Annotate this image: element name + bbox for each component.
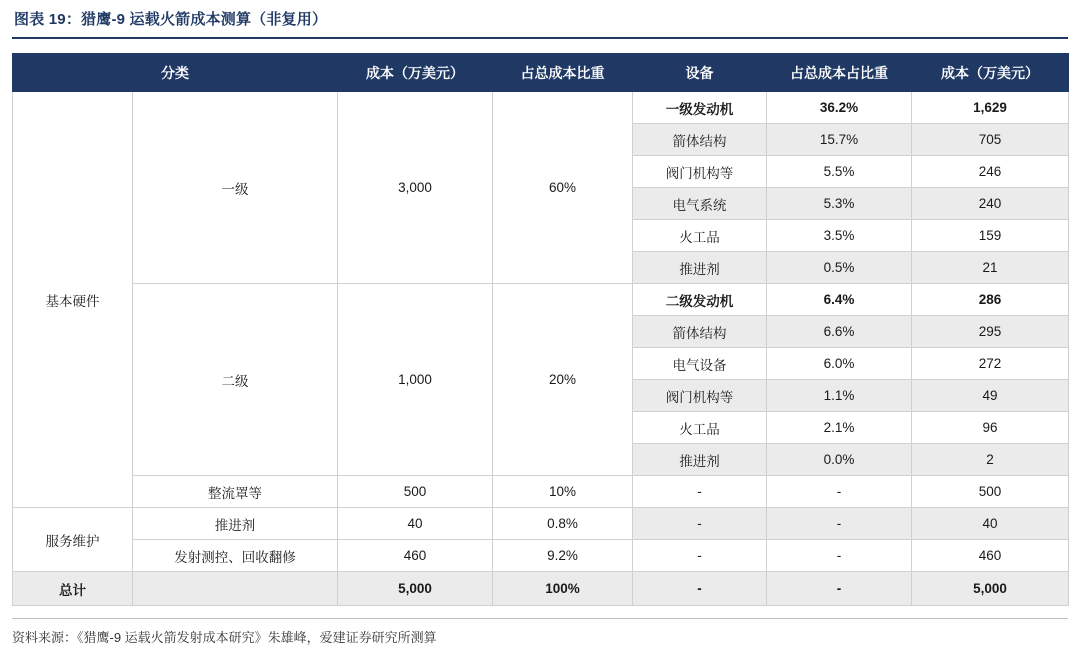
header-cell-category: 分类 [13, 54, 338, 92]
cell-equipment-share: 6.0% [767, 348, 912, 380]
cell-stage-cost: 1,000 [338, 284, 493, 476]
cell-equipment-name: 阀门机构等 [633, 380, 767, 412]
cell-equipment-name: 二级发动机 [633, 284, 767, 316]
cell-total-blank [133, 572, 338, 606]
cell-total-cost: 5,000 [338, 572, 493, 606]
cell-stage-cost: 500 [338, 476, 493, 508]
cell-equipment-cost: 500 [912, 476, 1069, 508]
cell-equipment-share: 2.1% [767, 412, 912, 444]
cell-equipment-name: 电气设备 [633, 348, 767, 380]
cell-equipment-cost: 240 [912, 188, 1069, 220]
cell-equipment-cost: 705 [912, 124, 1069, 156]
header-cell-equipment-share: 占总成本占比重 [767, 54, 912, 92]
cell-equipment-name: 火工品 [633, 220, 767, 252]
figure-title-bar [12, 0, 1068, 39]
cell-equipment-name: 箭体结构 [633, 316, 767, 348]
cell-equipment-share: 1.1% [767, 380, 912, 412]
cell-equipment-name: 火工品 [633, 412, 767, 444]
cell-equipment-name: - [633, 476, 767, 508]
header-cell-equipment: 设备 [633, 54, 767, 92]
cell-stage-share: 60% [493, 92, 633, 284]
table-header-row [13, 54, 1069, 92]
cell-equipment-name: 推进剂 [633, 444, 767, 476]
cell-stage-share: 20% [493, 284, 633, 476]
cell-equipment-name: 一级发动机 [633, 92, 767, 124]
cell-total-equipment-share: - [767, 572, 912, 606]
cost-breakdown-table [12, 53, 1069, 606]
cell-equipment-name: - [633, 540, 767, 572]
cell-total-equipment-cost: 5,000 [912, 572, 1069, 606]
cell-equipment-cost: 295 [912, 316, 1069, 348]
cell-equipment-cost: 2 [912, 444, 1069, 476]
cell-equipment-share: - [767, 476, 912, 508]
cell-stage: 推进剂 [133, 508, 338, 540]
cell-category: 基本硬件 [13, 92, 133, 508]
cell-equipment-share: 5.5% [767, 156, 912, 188]
cell-stage-share: 0.8% [493, 508, 633, 540]
cell-stage-share: 10% [493, 476, 633, 508]
cell-equipment-cost: 49 [912, 380, 1069, 412]
table-row [13, 92, 1069, 124]
header-cell-cost: 成本（万美元） [338, 54, 493, 92]
table-row [13, 284, 1069, 316]
cell-equipment-share: - [767, 540, 912, 572]
cell-total-equipment: - [633, 572, 767, 606]
cell-stage: 二级 [133, 284, 338, 476]
cell-stage: 整流罩等 [133, 476, 338, 508]
table-body [13, 92, 1069, 606]
cell-equipment-cost: 272 [912, 348, 1069, 380]
cell-equipment-share: 36.2% [767, 92, 912, 124]
cell-equipment-share: 0.5% [767, 252, 912, 284]
cell-equipment-name: 推进剂 [633, 252, 767, 284]
cell-equipment-cost: 21 [912, 252, 1069, 284]
source-note: 资料来源：《猎鹰-9 运载火箭发射成本研究》朱雄峰，爱建证券研究所测算 [12, 618, 1068, 646]
cell-equipment-cost: 460 [912, 540, 1069, 572]
cell-equipment-name: 阀门机构等 [633, 156, 767, 188]
cell-equipment-cost: 96 [912, 412, 1069, 444]
cell-equipment-share: 15.7% [767, 124, 912, 156]
cell-total-label: 总计 [13, 572, 133, 606]
cell-equipment-cost: 159 [912, 220, 1069, 252]
cell-stage-cost: 40 [338, 508, 493, 540]
cell-equipment-cost: 40 [912, 508, 1069, 540]
cell-category: 服务维护 [13, 508, 133, 572]
table-header [13, 54, 1069, 92]
cell-stage-cost: 3,000 [338, 92, 493, 284]
cell-equipment-name: 电气系统 [633, 188, 767, 220]
cell-equipment-share: 6.4% [767, 284, 912, 316]
page-title: 图表 19：猎鹰-9 运载火箭成本测算（非复用） [14, 11, 328, 28]
cell-stage-cost: 460 [338, 540, 493, 572]
cell-stage: 发射测控、回收翻修 [133, 540, 338, 572]
cell-equipment-cost: 1,629 [912, 92, 1069, 124]
cell-equipment-share: 3.5% [767, 220, 912, 252]
header-cell-equipment-cost: 成本（万美元） [912, 54, 1069, 92]
table-total-row [13, 572, 1069, 606]
cell-equipment-cost: 246 [912, 156, 1069, 188]
table-row [13, 508, 1069, 540]
cell-equipment-share: - [767, 508, 912, 540]
header-cell-share: 占总成本比重 [493, 54, 633, 92]
cell-stage-share: 9.2% [493, 540, 633, 572]
cell-stage: 一级 [133, 92, 338, 284]
cell-equipment-share: 6.6% [767, 316, 912, 348]
cell-equipment-share: 0.0% [767, 444, 912, 476]
cell-total-share: 100% [493, 572, 633, 606]
table-row [13, 540, 1069, 572]
table-row [13, 476, 1069, 508]
cell-equipment-name: 箭体结构 [633, 124, 767, 156]
cell-equipment-cost: 286 [912, 284, 1069, 316]
cell-equipment-name: - [633, 508, 767, 540]
cell-equipment-share: 5.3% [767, 188, 912, 220]
